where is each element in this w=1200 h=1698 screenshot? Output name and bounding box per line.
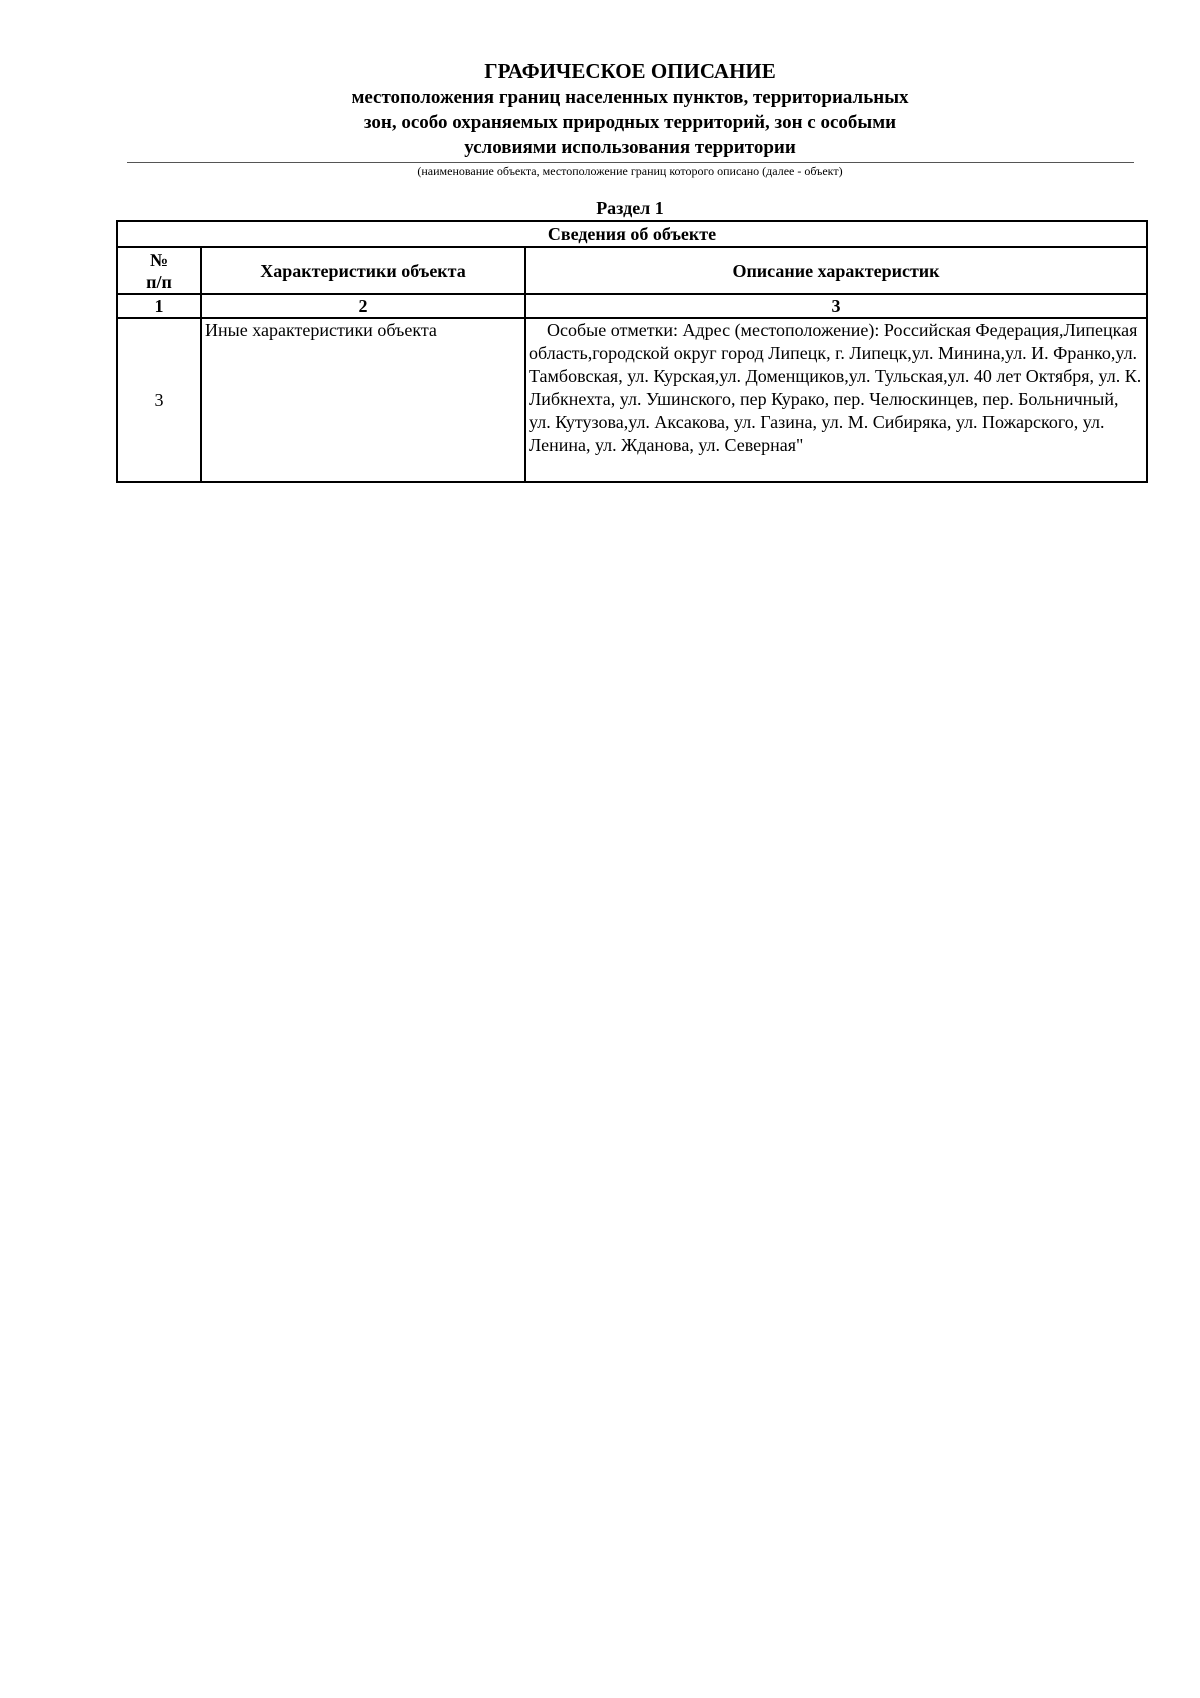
subtitle-line: условиями использования территории: [464, 137, 796, 158]
row-number: 3: [117, 318, 201, 482]
table-row: [117, 318, 1147, 482]
document-title: ГРАФИЧЕСКОЕ ОПИСАНИЕ: [484, 59, 776, 83]
row-description: [525, 318, 1147, 482]
table-header-row: [117, 247, 1147, 294]
column-number: 2: [201, 294, 525, 318]
section-heading: Раздел 1: [596, 198, 664, 218]
table-column-numbers: [117, 294, 1147, 318]
document-subtitle: [0, 85, 1200, 160]
row-characteristic: Иные характеристики объекта: [201, 318, 525, 482]
header-number: № п/п: [117, 247, 201, 294]
row-description-text: Особые отметки: Адрес (местоположение): Российская Федерация,Липецкая область,городской округ город Липецк, г. Липецк,ул. Минина,ул. И. Франко,ул. Тамбовская, ул. Курская,ул. Доменщиков,ул. Тульская,ул. 40 лет Октября, ул. К. Либкнехта, ул. Ушинского, пер Курако, пер. Челюскинцев, пер. Больничный, ул. Кутузова,ул. Аксакова, ул. Газина, ул. М. Сибиряка, ул. Пожарского, ул. Ленина, ул. Жданова, ул. Северная": [529, 320, 1142, 455]
object-caption: (наименование объекта, местоположение границ которого описано (далее - объект): [417, 164, 843, 178]
subtitle-line: зон, особо охраняемых природных территорий, зон с особыми: [363, 112, 897, 133]
table-caption: Сведения об объекте: [117, 221, 1147, 247]
header-description: Описание характеристик: [525, 247, 1147, 294]
column-number: 3: [525, 294, 1147, 318]
subtitle-line: местоположения границ населенных пунктов, территориальных: [351, 87, 909, 108]
header-characteristics: Характеристики объекта: [201, 247, 525, 294]
title-underline: [127, 162, 1134, 163]
table-caption-row: [117, 221, 1147, 247]
column-number: 1: [117, 294, 201, 318]
object-info-table: [116, 220, 1148, 483]
